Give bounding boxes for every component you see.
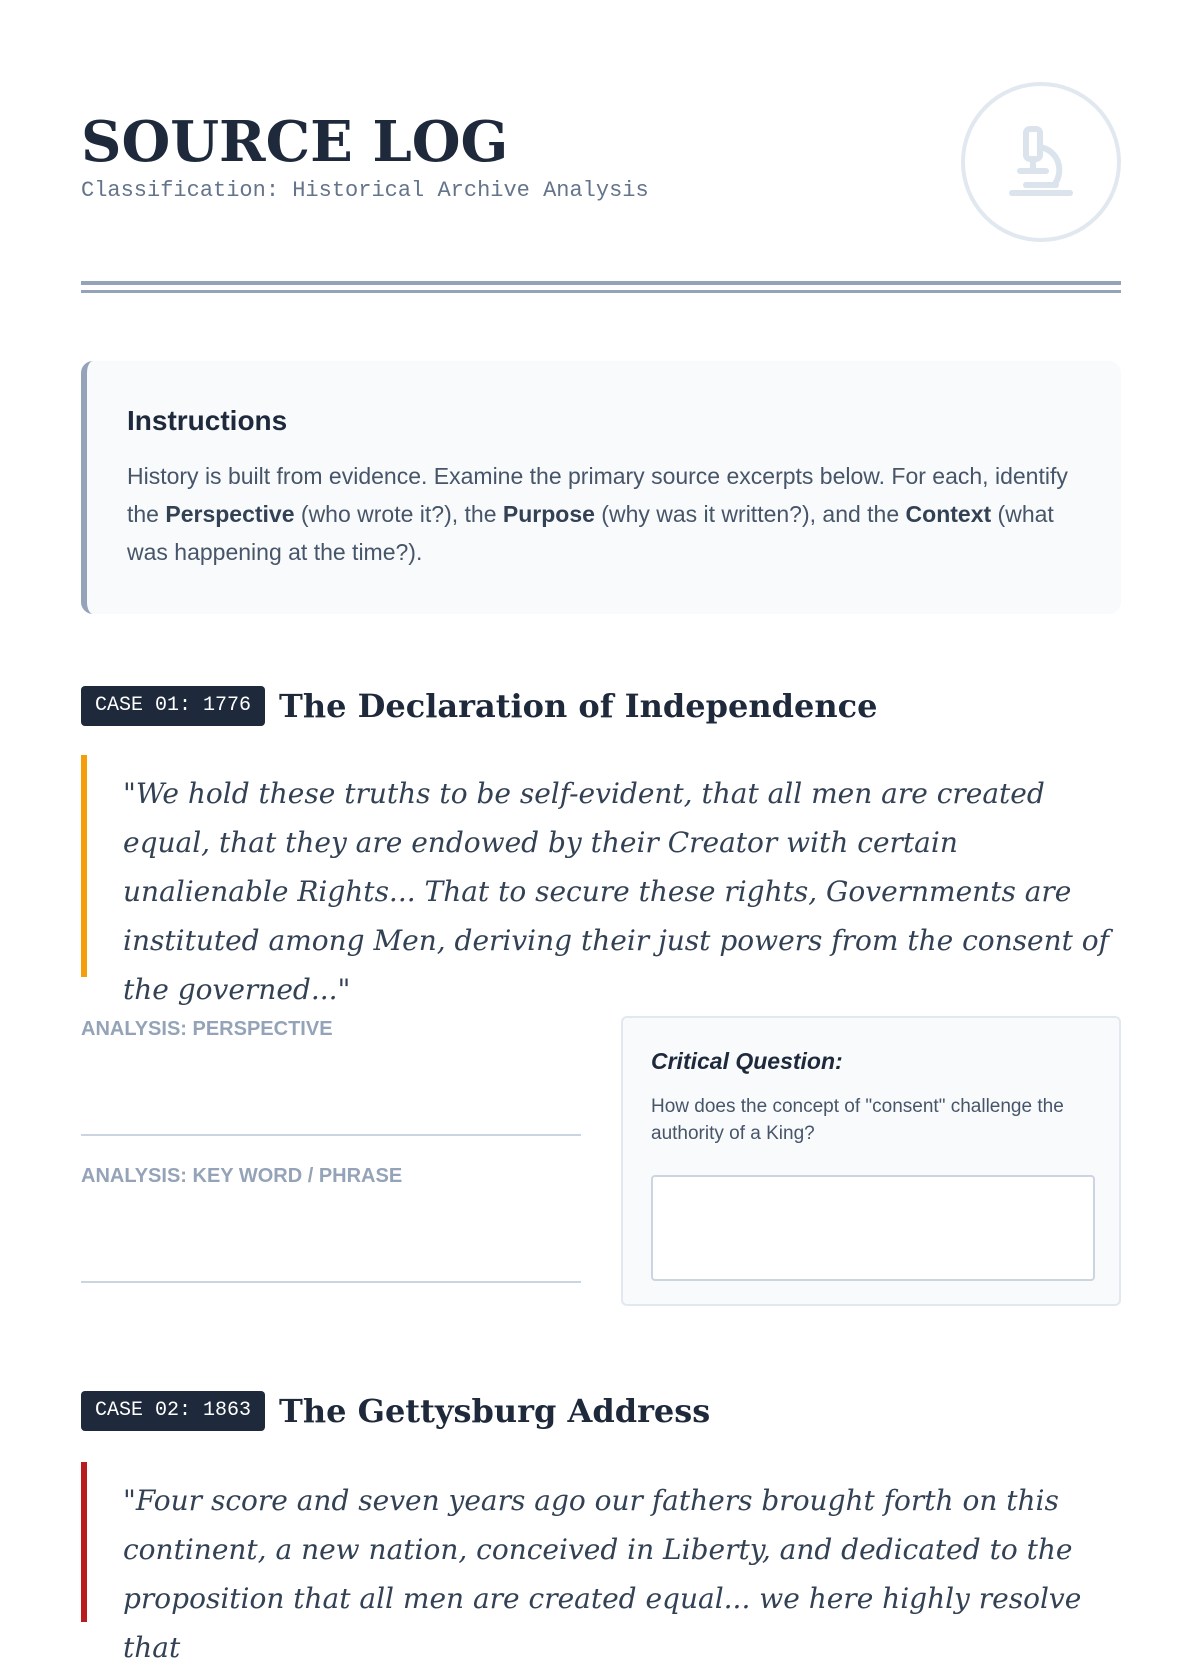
source-quote bbox=[81, 755, 1121, 1006]
case-header bbox=[81, 686, 877, 726]
quote-text: "Four score and seven years ago our fathers brought forth on this continent, a new nation, conceived in Liberty, and dedicated to the proposition that all men are created equal... we here highly resolve that bbox=[123, 1484, 1082, 1664]
case-title: The Declaration of Independence bbox=[279, 687, 878, 725]
analysis-label: ANALYSIS: PERSPECTIVE bbox=[81, 1018, 333, 1040]
analysis-perspective[interactable] bbox=[81, 1018, 581, 1041]
answer-line-perspective[interactable] bbox=[81, 1134, 581, 1136]
page-header bbox=[81, 82, 1121, 242]
header-divider-bottom bbox=[81, 290, 1121, 293]
source-quote bbox=[81, 1462, 1121, 1664]
question-text: How does the concept of "consent" challenge the authority of a King? bbox=[651, 1096, 1064, 1144]
instructions-text bbox=[127, 457, 1077, 571]
quote-accent-bar bbox=[81, 755, 87, 977]
instructions-text-part: (why was it written?), and the bbox=[594, 501, 906, 527]
instructions-text-part: (who wrote it?), the bbox=[294, 501, 503, 527]
question-title: Critical Question: bbox=[651, 1048, 843, 1074]
keyword-purpose: Purpose bbox=[502, 501, 595, 527]
header-divider-top bbox=[81, 281, 1121, 285]
critical-question-card bbox=[621, 1016, 1121, 1306]
instructions-text-part: History is built from evidence. Examine the primary source excerpts below. For each, identify the bbox=[127, 463, 1068, 527]
instructions-heading: Instructions bbox=[127, 405, 288, 436]
instructions-panel bbox=[81, 361, 1121, 614]
case-badge: CASE 01: 1776 bbox=[81, 686, 265, 726]
page-subtitle: Classification: Historical Archive Analysis bbox=[81, 178, 649, 203]
quote-accent-bar bbox=[81, 1462, 87, 1622]
keyword-context: Context bbox=[905, 501, 992, 527]
keyword-perspective: Perspective bbox=[165, 501, 295, 527]
analysis-key-word[interactable] bbox=[81, 1165, 581, 1188]
logo-badge bbox=[961, 82, 1121, 242]
instructions-text-part: (what was happening at the time?). bbox=[127, 501, 1054, 565]
case-title: The Gettysburg Address bbox=[279, 1392, 711, 1430]
answer-box[interactable] bbox=[651, 1175, 1095, 1281]
case-badge: CASE 02: 1863 bbox=[81, 1391, 265, 1431]
analysis-label: ANALYSIS: KEY WORD / PHRASE bbox=[81, 1165, 403, 1187]
page-title: SOURCE LOG bbox=[81, 109, 509, 175]
quote-text: "We hold these truths to be self-evident, that all men are created equal, that they are endowed by their Creator with certain unalienable Rights... That to secure these rights, Governments are instituted among Men, deriving their just powers from the consent of the governed..." bbox=[123, 777, 1110, 1006]
case-header bbox=[81, 1391, 710, 1431]
answer-line-key-word[interactable] bbox=[81, 1281, 581, 1283]
microscope-icon bbox=[1006, 125, 1076, 199]
